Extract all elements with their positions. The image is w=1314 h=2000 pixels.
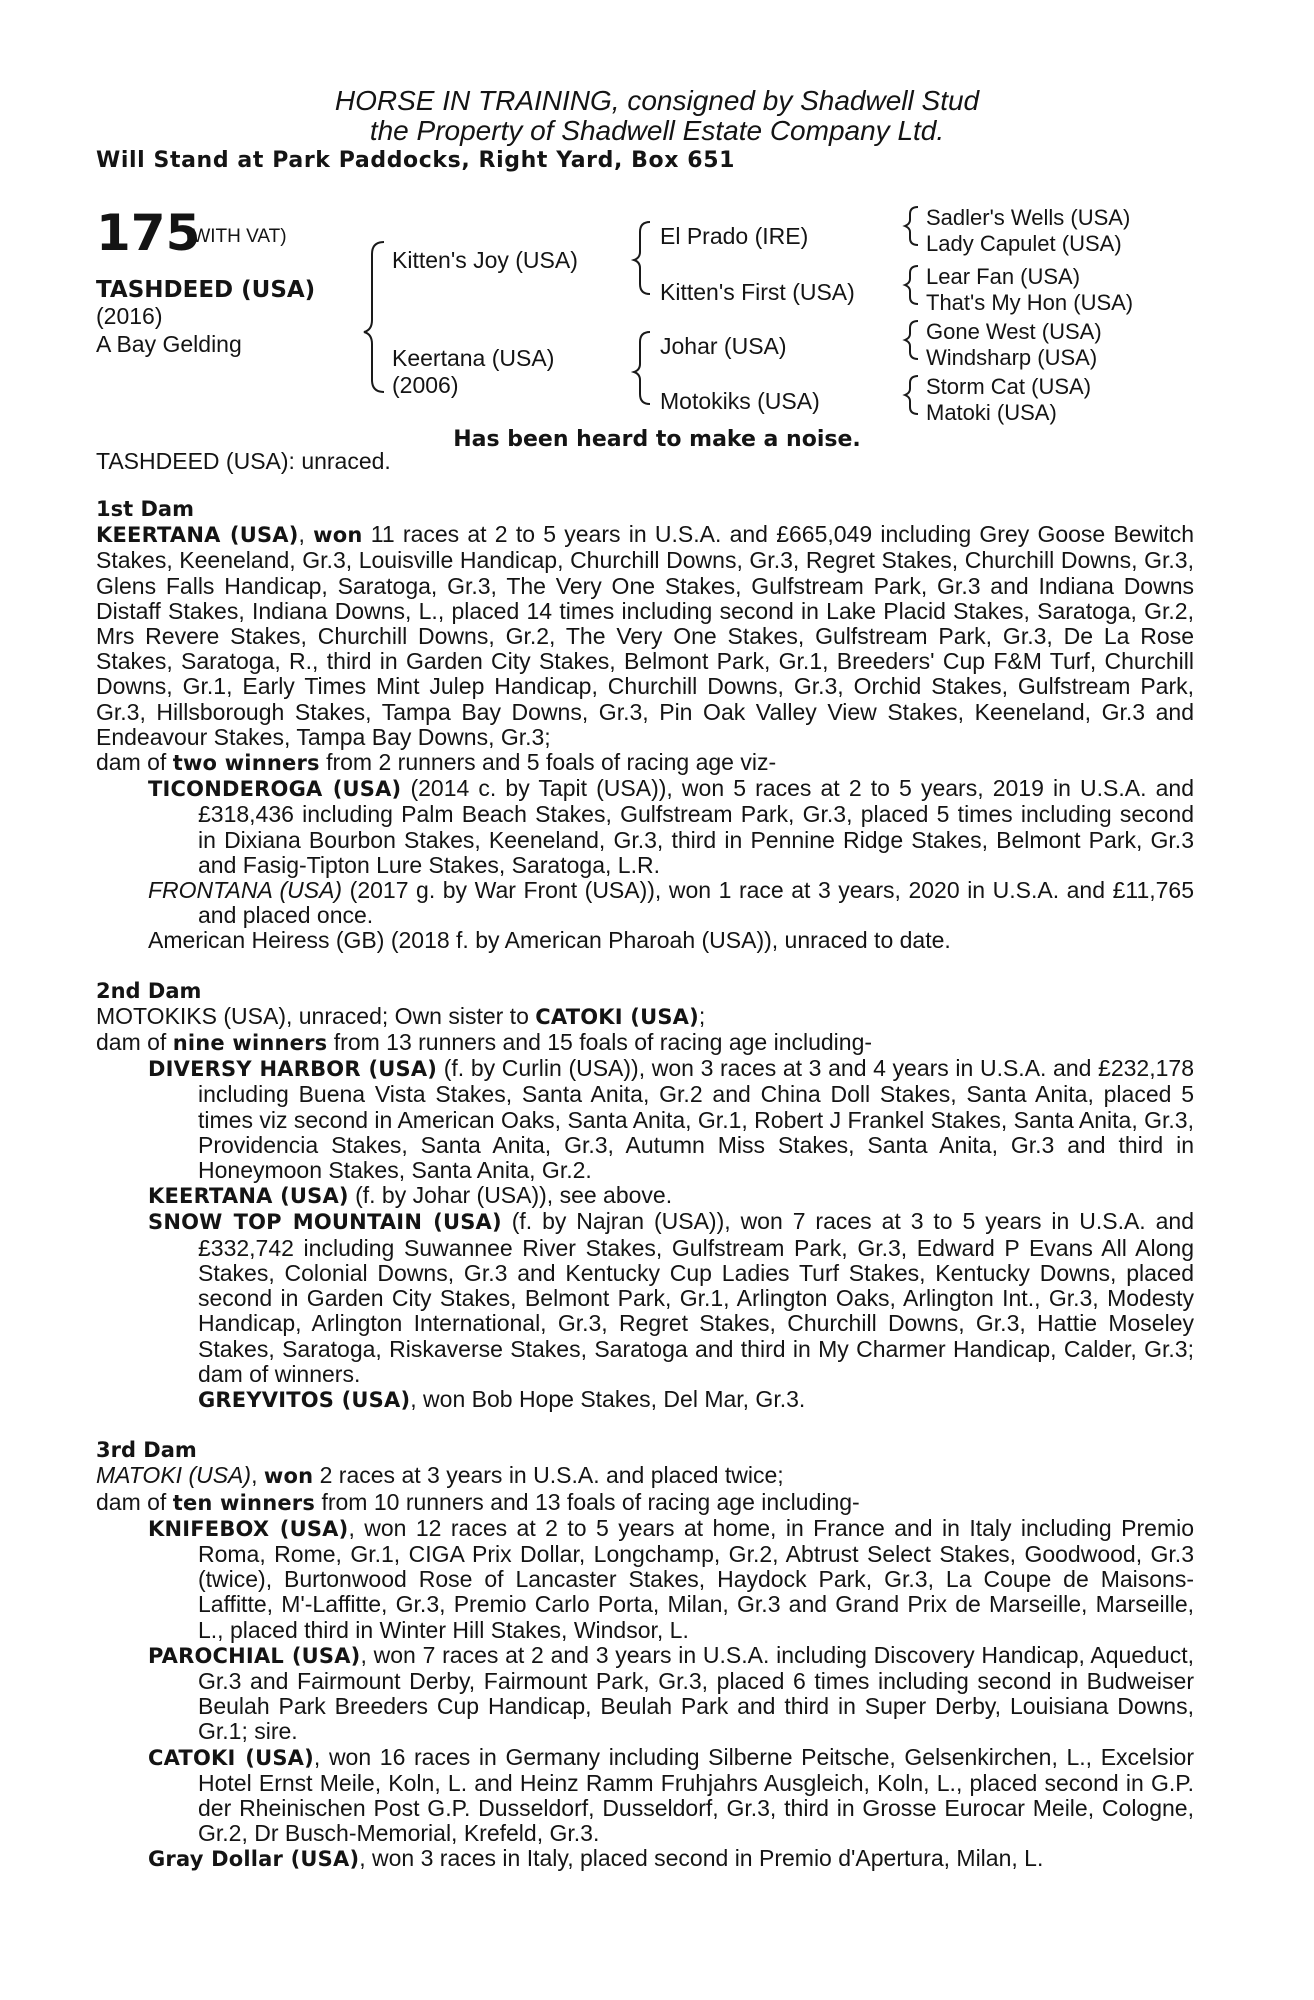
ancestor-8: Matoki (USA) xyxy=(926,400,1057,425)
produce-entry xyxy=(96,928,1194,953)
lot-number: 175 xyxy=(96,204,201,262)
produce-entry xyxy=(96,1643,1194,1745)
grand-produce-entry xyxy=(96,1387,1194,1413)
produce-name: TICONDEROGA (USA) xyxy=(148,777,402,802)
ancestor-4: That's My Hon (USA) xyxy=(926,290,1134,315)
third-dam-record: 2 races at 3 years in U.S.A. and placed twice; xyxy=(313,1462,784,1489)
produce-record: (f. by Curlin (USA)), won 3 races at 3 and 4 years in U.S.A. and £232,178 including Buena Vista Stakes, Santa Anita, Gr.2 and China Doll Stakes, Santa Anita, placed 5 times viz second in American Oaks, Santa Anita, Gr.1, Robert J Frankel Stakes, Santa Anita, Gr.3, Providencia Stakes, Santa Anita, Gr.3, Autumn Miss Stakes, Santa Anita, Gr.3 and third in Honeymoon Stakes, Santa Anita, Gr.2. xyxy=(198,1055,1194,1184)
sire: Kitten's Joy (USA) xyxy=(392,247,578,273)
first-dam-record: KEERTANA (USA), won 11 races at 2 to 5 years in U.S.A. and £665,049 including Grey Goose Bewitch Stakes, Keeneland, Gr.3, Louisville Handicap, Churchill Downs, Gr.3, Regret Stakes, Churchill Downs, Gr.3, Glens Falls Handicap, Saratoga, Gr.3, The Very One Stakes, Gulfstream Park, Gr.3 and Indiana Downs Distaff Stakes, Indiana Downs, L., placed 14 times including second in Lake Placid Stakes, Saratoga, Gr.2, Mrs Revere Stakes, Churchill Downs, Gr.2, The Very One Stakes, Gulfstream Park, Gr.3, De La Rose Stakes, Saratoga, R., third in Garden City Stakes, Belmont Park, Gr.1, Breeders' Cup F&M Turf, Churchill Downs, Gr.1, Early Times Mint Julep Handicap, Churchill Downs, Gr.3, Orchid Stakes, Gulfstream Park, Gr.3, Hillsborough Stakes, Tampa Bay Downs, Gr.3, Pin Oak Valley View Stakes, Keeneland, Gr.3 and Endeavour Stakes, Tampa Bay Downs, Gr.3; xyxy=(96,521,1194,750)
catalogue-body xyxy=(96,497,1194,1873)
horse-name: TASHDEED (USA) xyxy=(96,277,316,303)
first-dam-heading: 1st Dam xyxy=(96,497,194,521)
produce-name: Gray Dollar (USA) xyxy=(148,1847,360,1872)
first-dam-won: won xyxy=(313,523,363,548)
dam-of-prefix: dam of xyxy=(96,1029,173,1056)
winners-count: nine winners xyxy=(172,1031,328,1056)
produce-name: KNIFEBOX (USA) xyxy=(148,1516,349,1541)
dam-of-suffix: from 2 runners and 5 foals of racing age viz- xyxy=(319,749,777,776)
produce-entry xyxy=(96,878,1194,928)
produce-record: , won 16 races in Germany including Silberne Peitsche, Gelsenkirchen, L., Excelsior Hotel Ernst Meile, Koln, L. and Heinz Ramm Fruhjahrs Ausgleich, Koln, L., placed second in G.P. der Rheinischen Post G.P. Dusseldorf, Dusseldorf, Gr.3, third in Grosse Eurocar Meile, Cologne, Gr.2, Dr Busch-Memorial, Krefeld, Gr.3. xyxy=(198,1743,1195,1847)
first-dam-produce-summary xyxy=(96,750,1194,776)
third-dam-sep: , xyxy=(251,1462,264,1489)
third-dam-produce-summary xyxy=(96,1490,1194,1516)
produce-record: (2014 c. by Tapit (USA)), won 5 races at 2 to 5 years, 2019 in U.S.A. and £318,436 including Palm Beach Stakes, Gulfstream Park, Gr.3, placed 5 times including second in Dixiana Bourbon Stakes, Keeneland, Gr.3, third in Pennine Ridge Stakes, Belmont Park, Gr.3 and Fasig-Tipton Lure Stakes, Saratoga, L.R. xyxy=(198,775,1194,878)
produce-entry xyxy=(96,776,1194,878)
produce-entry xyxy=(96,1516,1194,1643)
foaling-year: (2016) xyxy=(96,303,163,329)
produce-name: FRONTANA (USA) xyxy=(148,877,343,904)
consignment-line: HORSE IN TRAINING, consigned by Shadwell Stud xyxy=(334,85,980,116)
third-dam-intro xyxy=(96,1463,1194,1489)
second-dam-intro xyxy=(96,1004,1194,1030)
third-dam-name: MATOKI (USA) xyxy=(96,1462,252,1489)
dam: Keertana (USA) xyxy=(392,345,555,371)
location-line: Will Stand at Park Paddocks, Right Yard, Box 651 xyxy=(96,148,736,173)
ancestor-2: Lady Capulet (USA) xyxy=(926,231,1122,256)
ancestor-1: Sadler's Wells (USA) xyxy=(926,205,1131,230)
produce-record: , won 7 races at 2 and 3 years in U.S.A. including Discovery Handicap, Aqueduct, Gr.3 and Fairmount Derby, Fairmount Park, Gr.3, placed 6 times including second in Budweiser Beulah Park Breeders Cup Handicap, Beulah Park and third in Super Derby, Louisiana Downs, Gr.1; sire. xyxy=(198,1641,1195,1745)
dam-of-prefix: dam of xyxy=(96,749,173,776)
horse-description: A Bay Gelding xyxy=(96,331,242,357)
produce-name: GREYVITOS (USA) xyxy=(198,1387,411,1412)
produce-entry xyxy=(96,1209,1194,1386)
dam-of-suffix: from 10 runners and 13 foals of racing age including- xyxy=(315,1488,860,1515)
dam-of-prefix: dam of xyxy=(96,1488,173,1515)
produce-record: , won 3 races in Italy, placed second in Premio d'Apertura, Milan, L. xyxy=(359,1845,1044,1872)
produce-record: , won Bob Hope Stakes, Del Mar, Gr.3. xyxy=(410,1385,806,1412)
dam-sire: Johar (USA) xyxy=(660,333,787,359)
dam-year: (2006) xyxy=(392,372,459,398)
dam-dam: Motokiks (USA) xyxy=(660,388,820,414)
ancestor-5: Gone West (USA) xyxy=(926,319,1102,344)
vat-label: (WITH VAT) xyxy=(186,226,287,247)
dam-of-suffix: from 13 runners and 15 foals of racing age including- xyxy=(327,1029,873,1056)
second-dam-intro-text: MOTOKIKS (USA), unraced; Own sister to xyxy=(96,1002,536,1029)
produce-name: CATOKI (USA) xyxy=(148,1745,314,1770)
produce-name: DIVERSY HARBOR (USA) xyxy=(148,1057,438,1082)
winners-count: two winners xyxy=(172,751,320,776)
ancestor-6: Windsharp (USA) xyxy=(926,345,1098,370)
produce-entry xyxy=(96,1183,1194,1209)
ancestor-3: Lear Fan (USA) xyxy=(926,264,1081,289)
produce-name: PAROCHIAL (USA) xyxy=(148,1643,361,1668)
third-dam-heading: 3rd Dam xyxy=(96,1438,197,1463)
produce-entry xyxy=(96,1745,1194,1847)
produce-record: American Heiress (GB) (2018 f. by American Pharoah (USA)), unraced to date. xyxy=(148,927,951,954)
sire-dam: Kitten's First (USA) xyxy=(660,279,855,305)
produce-name: SNOW TOP MOUNTAIN (USA) xyxy=(148,1210,502,1235)
first-dam-record-text: 11 races at 2 to 5 years in U.S.A. and £665,049 including Grey Goose Bewitch Stakes, Keeneland, Gr.3, Louisville Handicap, Churchill Downs, Gr.3, Regret Stakes, Churchill Downs, Gr.3, Glens Falls Handicap, Saratoga, Gr.3, The Very One Stakes, Gulfstream Park, Gr.3 and Indiana Downs Distaff Stakes, Indiana Downs, L., placed 14 times including second in Lake Placid Stakes, Saratoga, Gr.2, Mrs Revere Stakes, Churchill Downs, Gr.2, The Very One Stakes, Gulfstream Park, Gr.3, De La Rose Stakes, Saratoga, R., third in Garden City Stakes, Belmont Park, Gr.1, Breeders' Cup F&M Turf, Churchill Downs, Gr.1, Early Times Mint Julep Handicap, Churchill Downs, Gr.3, Orchid Stakes, Gulfstream Park, Gr.3, Hillsborough Stakes, Tampa Bay Downs, Gr.3, Pin Oak Valley View Stakes, Keeneland, Gr.3 and Endeavour Stakes, Tampa Bay Downs, Gr.3; xyxy=(96,521,1194,750)
winners-count: ten winners xyxy=(172,1490,316,1515)
produce-entry xyxy=(96,1846,1194,1872)
second-dam-produce-summary xyxy=(96,1030,1194,1056)
second-dam-intro-end: ; xyxy=(698,1002,706,1029)
sire-sire: El Prado (IRE) xyxy=(660,223,809,249)
noise-note: Has been heard to make a noise. xyxy=(453,427,861,452)
produce-record: (f. by Najran (USA)), won 7 races at 3 to 5 years in U.S.A. and £332,742 including Suwannee River Stakes, Gulfstream Park, Gr.3, Edward P Evans All Along Stakes, Colonial Downs, Gr.3 and Kentucky Cup Ladies Turf Stakes, Kentucky Downs, placed second in Garden City Stakes, Belmont Park, Gr.1, Arlington Oaks, Arlington Int., Gr.3, Modesty Handicap, Arlington International, Gr.3, Regret Stakes, Churchill Downs, Gr.3, Hattie Moseley Stakes, Saratoga, Riskaverse Stakes, Saratoga and third in My Charmer Handicap, Calder, Gr.3; dam of winners. xyxy=(198,1208,1195,1387)
second-dam-heading: 2nd Dam xyxy=(96,978,202,1003)
third-dam-won: won xyxy=(263,1464,314,1489)
produce-record: (f. by Johar (USA)), see above. xyxy=(348,1182,673,1209)
produce-entry xyxy=(96,1056,1194,1183)
produce-record: , won 12 races at 2 to 5 years at home, in France and in Italy including Premio Roma, Rome, Gr.1, CIGA Prix Dollar, Longchamp, Gr.2, Abtrust Select Stakes, Goodwood, Gr.3 (twice), Burtonwood Rose of Lancaster Stakes, Haydock Park, Gr.3, La Coupe de Maisons-Laffitte, M'-Laffitte, Gr.3, Premio Carlo Porta, Milan, Gr.3 and Grand Prix de Marseille, Marseille, L., placed third in Winter Hill Stakes, Windsor, L. xyxy=(198,1514,1195,1643)
first-dam-name: KEERTANA (USA) xyxy=(96,523,299,548)
own-sister-name: CATOKI (USA) xyxy=(535,1004,699,1029)
produce-name: KEERTANA (USA) xyxy=(148,1184,349,1209)
race-record-note: TASHDEED (USA): unraced. xyxy=(96,448,391,474)
property-line: the Property of Shadwell Estate Company Ltd. xyxy=(369,115,945,146)
ancestor-7: Storm Cat (USA) xyxy=(926,374,1092,399)
produce-record: (2017 g. by War Front (USA)), won 1 race at 3 years, 2020 in U.S.A. and £11,765 and placed once. xyxy=(198,877,1194,929)
